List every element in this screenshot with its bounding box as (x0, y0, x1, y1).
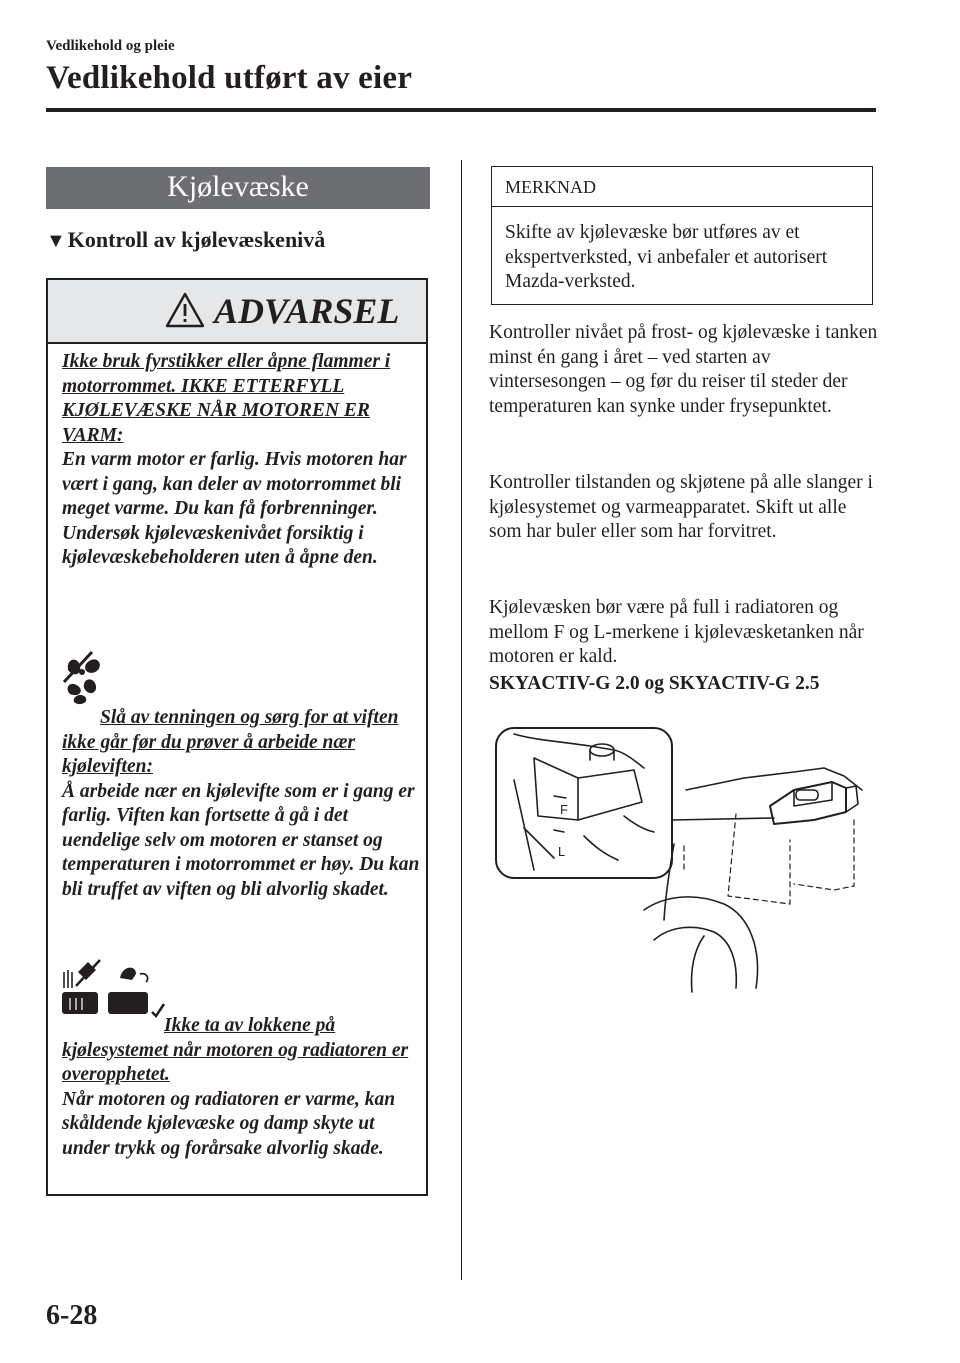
subheading-text: Kontroll av kjølevæskenivå (67, 227, 326, 252)
warning-3-body: Når motoren og radiatoren er varme, kan skåldende kjølevæske og damp skyte ut under trykk og forårsake alvorlig skade. (62, 1088, 396, 1159)
paragraph-3: Kjølevæsken bør være på full i radiatoren og mellom F og L-merkene i kjølevæsketanken når motoren er kald. (489, 597, 864, 667)
engine-label: SKYACTIV-G 2.0 og SKYACTIV-G 2.5 (489, 673, 820, 694)
title-rule (46, 108, 876, 112)
column-divider (461, 160, 462, 1280)
mark-l: L (558, 844, 566, 859)
warning-triangle-icon (165, 292, 205, 328)
mark-f: F (560, 802, 568, 817)
paragraph-1: Kontroller nivået på frost- og kjølevæske i tanken minst én gang i året – ved starten av vintersesongen – og før du reiser til steder der temperaturen kan synke under frysepunktet. (489, 322, 878, 417)
warning-1-heading: Ikke bruk fyrstikker eller åpne flammer i motorrommet. IKKE ETTERFYLL KJØLEVÆSKE NÅR MOTOREN ER VARM: (62, 351, 391, 446)
warning-block-1 (62, 350, 420, 571)
warning-label: ADVARSEL (214, 291, 400, 331)
coolant-reservoir-illustration (494, 720, 866, 1000)
triangle-marker-icon: ▼ (46, 230, 66, 252)
warning-block-3 (62, 1014, 420, 1161)
warning-box (46, 278, 428, 1196)
section-title: Kjølevæske (46, 167, 430, 209)
page-number: 6-28 (46, 1300, 98, 1331)
note-box (491, 166, 873, 305)
note-label: MERKNAD (492, 167, 872, 207)
subheading (46, 227, 325, 253)
warning-2-heading: Slå av tenningen og sørg for at viften ikke går før du prøver å arbeide nær kjøleviften: (62, 707, 399, 777)
warning-2-body: Å arbeide nær en kjølevifte som er i gang er farlig. Viften kan fortsette å gå i det uendelige selv om motoren er stanset og temperaturen i motorrommet er høy. Du kan bli truffet av viften og bli alvorlig skadet. (62, 780, 420, 900)
warning-1-body: En varm motor er farlig. Hvis motoren har vært i gang, kan deler av motorrommet bli meget varme. Du kan få forbrenninger. Undersøk kjølevæskenivået forsiktig i kjølevæskebeholderen uten å åpne den. (62, 449, 407, 568)
note-body: Skifte av kjølevæske bør utføres av et ekspertverksted, vi anbefaler et autorisert Mazda-verksted. (505, 222, 828, 292)
page-title: Vedlikehold utført av eier (46, 60, 413, 96)
warning-header (48, 280, 426, 344)
paragraph-2: Kontroller tilstanden og skjøtene på alle slanger i kjølesystemet og varmeapparatet. Skift ut alle som har buler eller som har forvitret. (489, 472, 873, 542)
no-fan-icon (62, 648, 116, 706)
running-header: Vedlikehold og pleie (46, 38, 175, 54)
warning-3-heading: Ikke ta av lokkene på kjølesystemet når motoren og radiatoren er overopphetet. (62, 1015, 409, 1085)
radiator-cap-hot-icon (60, 958, 168, 1018)
warning-block-2 (62, 706, 420, 902)
